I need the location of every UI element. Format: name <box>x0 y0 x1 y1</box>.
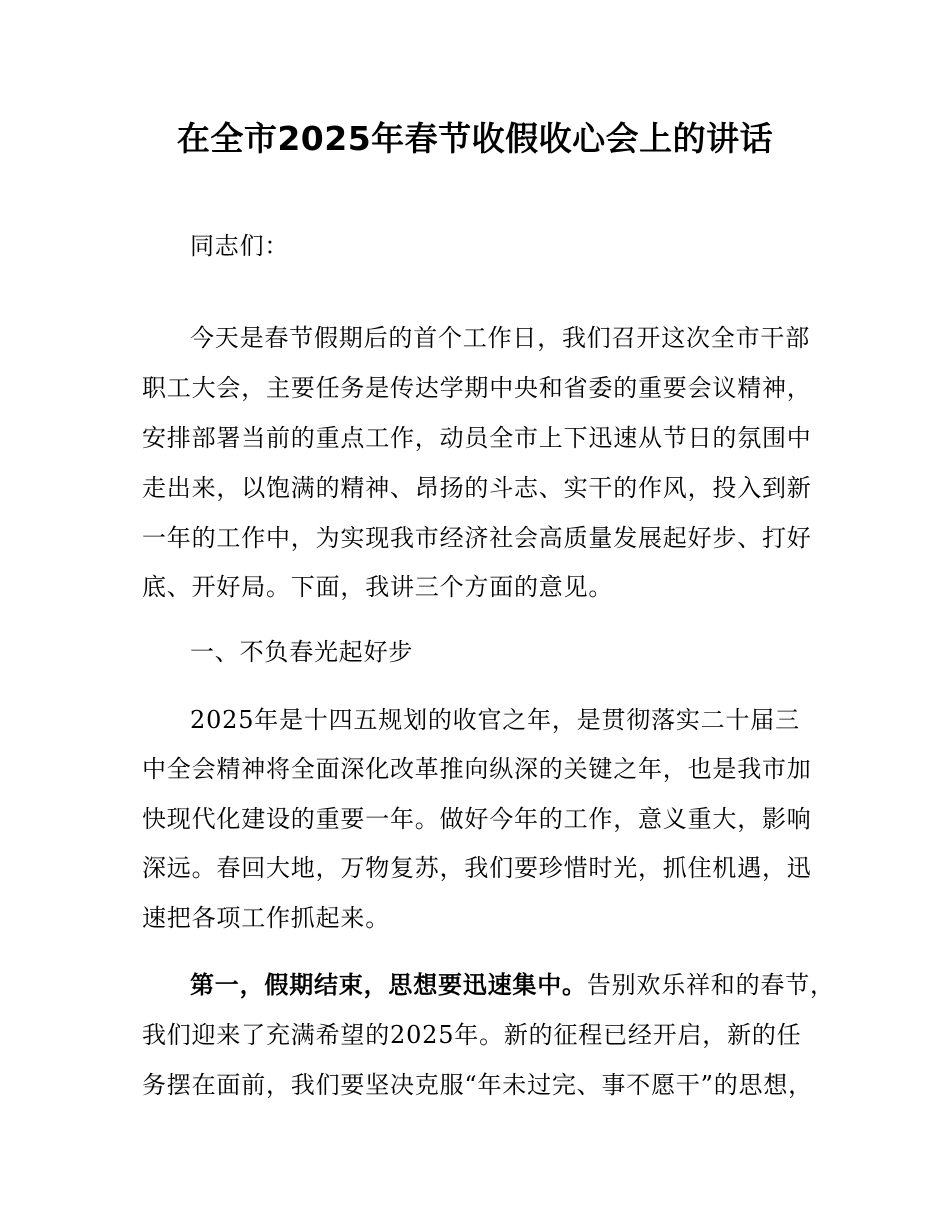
point-one-first-line <box>190 967 870 1003</box>
salutation: 同志们： <box>190 232 290 260</box>
section-one-line-2: 中全会精神将全面深化改革推向纵深的关键之年，也是我市加 <box>142 755 812 783</box>
intro-line-2: 职工大会，主要任务是传达学期中央和省委的重要会议精神， <box>142 374 812 402</box>
point-one-bold: 第一，假期结束，思想要迅速集中。 <box>190 971 587 999</box>
section-one-line-5: 速把各项工作抓起来。 <box>142 904 390 932</box>
intro-line-3: 安排部署当前的重点工作，动员全市上下迅速从节日的氛围中 <box>142 424 812 452</box>
section-one-line-3: 快现代化建设的重要一年。做好今年的工作，意义重大，影响 <box>142 805 812 833</box>
point-one-line-2: 我们迎来了充满希望的2025年。新的征程已经开启，新的任 <box>142 1021 802 1049</box>
intro-line-6: 底、开好局。下面，我讲三个方面的意见。 <box>142 573 614 601</box>
intro-line-5: 一年的工作中，为实现我市经济社会高质量发展起好步、打好 <box>142 524 812 552</box>
section-one-line-4: 深远。春回大地，万物复苏，我们要珍惜时光，抓住机遇，迅 <box>142 854 812 882</box>
point-one-rest: 告别欢乐祥和的春节， <box>586 971 835 999</box>
point-one-line-3: 务摆在面前，我们要坚决克服“年未过完、事不愿干”的思想， <box>142 1071 813 1099</box>
section-one-heading: 一、不负春光起好步 <box>190 638 414 666</box>
intro-line-1: 今天是春节假期后的首个工作日，我们召开这次全市干部 <box>190 324 810 352</box>
intro-line-4: 走出来，以饱满的精神、昂扬的斗志、实干的作风，投入到新 <box>142 474 812 502</box>
document-title: 在全市2025年春节收假收心会上的讲话 <box>176 119 774 158</box>
section-one-line-1: 2025年是十四五规划的收官之年，是贯彻落实二十届三 <box>190 706 800 734</box>
